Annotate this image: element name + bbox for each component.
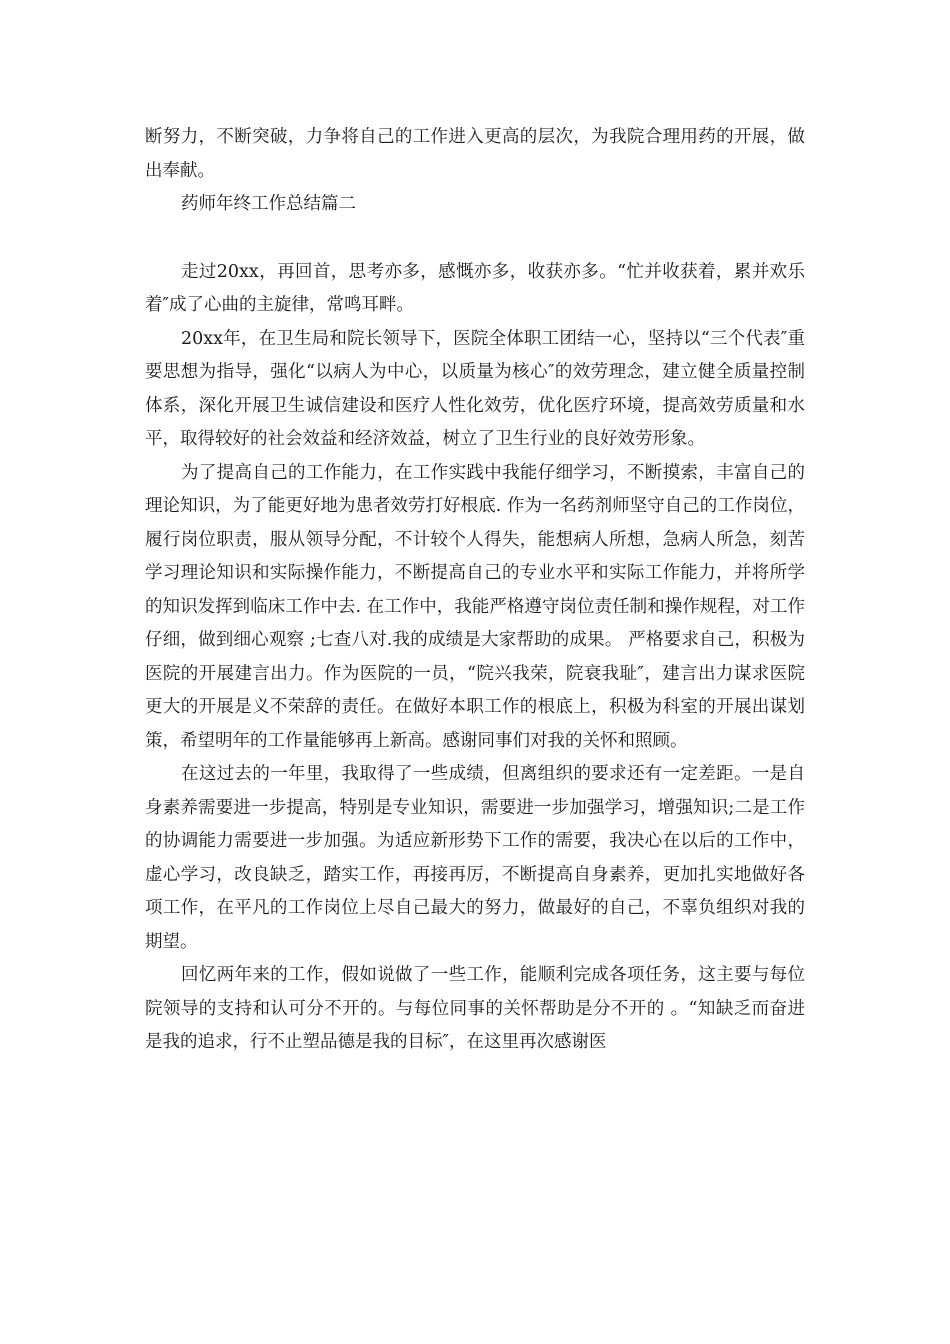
blank-line: [145, 222, 805, 256]
paragraph: 回忆两年来的工作，假如说做了一些工作，能顺利完成各项任务，这主要与每位院领导的支持和认可分不开的。与每位同事的关怀帮助是分不开的 。“知缺乏而奋进是我的追求，行不止塑品德是我的目标″，在这里再次感谢医: [145, 965, 805, 1052]
paragraph: 20xx年，在卫生局和院长领导下，医院全体职工团结一心，坚持以“三个代表″重要思想为指导，强化“以病人为中心，以质量为核心″的效劳理念，建立健全质量控制体系，深化开展卫生诚信建设和医疗人性化效劳，优化医疗环境，提高效劳质量和水平，取得较好的社会效益和经济效益，树立了卫生行业的良好效劳形象。: [145, 328, 805, 449]
paragraph: 在这过去的一年里，我取得了一些成绩，但离组织的要求还有一定差距。一是自身素养需要进一步提高，特别是专业知识，需要进一步加强学习，增强知识;二是工作的协调能力需要进一步加强。为适应新形势下工作的需要，我决心在以后的工作中，虚心学习，改良缺乏，踏实工作，再接再厉，不断提高自身素养，更加扎实地做好各项工作，在平凡的工作岗位上尽自己最大的努力，做最好的自己，不辜负组织对我的期望。: [145, 764, 805, 952]
document-body: [145, 121, 805, 1060]
paragraph: 为了提高自己的工作能力，在工作实践中我能仔细学习，不断摸索，丰富自己的理论知识，为了能更好地为患者效劳打好根底. 作为一名药剂师坚守自己的工作岗位，履行岗位职责，服从领导分配，不计较个人得失，能想病人所想，急病人所急，刻苦学习理论知识和实际操作能力，不断提高自己的专业水平和实际工作能力，并将所学的知识发挥到临床工作中去. 在工作中，我能严格遵守岗位责任制和操作规程，对工作仔细，做到细心观察 ;七查八对.我的成绩是大家帮助的成果。 严格要求自己，积极为医院的开展建言出力。作为医院的一员，“院兴我荣，院衰我耻″，建言出力谋求医院更大的开展是义不荣辞的责任。在做好本职工作的根底上，积极为科室的开展出谋划策，希望明年的工作量能够再上新高。感谢同事们对我的关怀和照顾。: [145, 462, 805, 751]
paragraph: 走过20xx，再回首，思考亦多，感慨亦多，收获亦多。“忙并收获着，累并欢乐着″成了心曲的主旋律，常鸣耳畔。: [145, 261, 805, 315]
section-heading: 药师年终工作总结篇二: [181, 194, 356, 214]
paragraph-continued: 断努力，不断突破，力争将自己的工作进入更高的层次，为我院合理用药的开展，做出奉献。: [145, 127, 805, 181]
